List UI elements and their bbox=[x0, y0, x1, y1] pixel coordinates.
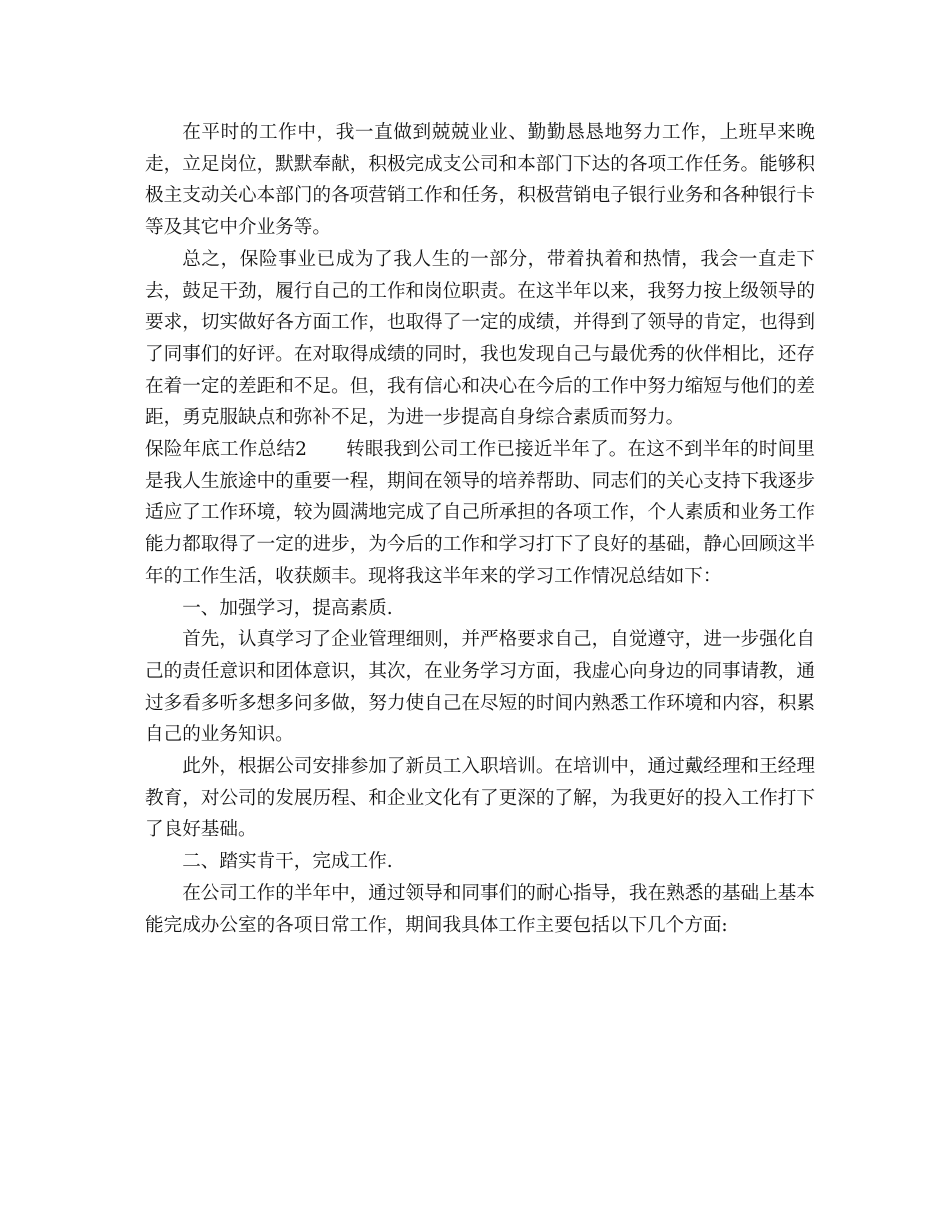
paragraph-conclusion: 总之，保险事业已成为了我人生的一部分，带着执着和热情，我会一直走下去，鼓足干劲，履行自己的工作和岗位职责。在这半年以来，我努力按上级领导的要求，切实做好各方面工作，也取得了一定的成绩，并得到了领导的肯定，也得到了同事们的好评。在对取得成绩的同时，我也发现自己与最优秀的伙伴相比，还存在着一定的差距和不足。但，我有信心和决心在今后的工作中努力缩短与他们的差距，勇克服缺点和弥补不足，为进一步提高自身综合素质而努力。 bbox=[145, 248, 815, 429]
heading-work: 二、踏实肯干，完成工作. bbox=[182, 851, 393, 873]
section-start bbox=[145, 434, 815, 593]
document-body bbox=[145, 117, 815, 941]
paragraph-study: 首先，认真学习了企业管理细则，并严格要求自己，自觉遵守，进一步强化自己的责任意识和团体意识，其次，在业务学习方面，我虚心向身边的同事请教，通过多看多听多想多问多做，努力使自己在尽短的时间内熟悉工作环境和内容，积累自己的业务知识。 bbox=[145, 629, 815, 746]
paragraph-training: 此外，根据公司安排参加了新员工入职培训。在培训中，通过戴经理和王经理教育，对公司的发展历程、和企业文化有了更深的了解，为我更好的投入工作打下了良好基础。 bbox=[145, 756, 815, 841]
heading-study: 一、加强学习，提高素质. bbox=[182, 597, 393, 619]
paragraph-daily-work: 在平时的工作中，我一直做到兢兢业业、勤勤恳恳地努力工作，上班早来晚走，立足岗位，默默奉献，积极完成支公司和本部门下达的各项工作任务。能够积极主支动关心本部门的各项营销工作和任务，积极营销电子银行业务和各种银行卡等及其它中介业务等。 bbox=[145, 122, 815, 239]
section-intro: 转眼我到公司工作已接近半年了。在这不到半年的时间里是我人生旅途中的重要一程，期间在领导的培养帮助、同志们的关心支持下我逐步适应了工作环境，较为圆满地完成了自己所承担的各项工作，个人素质和业务工作能力都取得了一定的进步，为今后的工作和学习打下了良好的基础，静心回顾这半年的工作生活，收获颇丰。现将我这半年来的学习工作情况总结如下： bbox=[145, 439, 815, 587]
section-title: 保险年底工作总结2 bbox=[145, 439, 307, 461]
paragraph-work: 在公司工作的半年中，通过领导和同事们的耐心指导，我在熟悉的基础上基本能完成办公室的各项日常工作，期间我具体工作主要包括以下几个方面: bbox=[145, 882, 815, 936]
